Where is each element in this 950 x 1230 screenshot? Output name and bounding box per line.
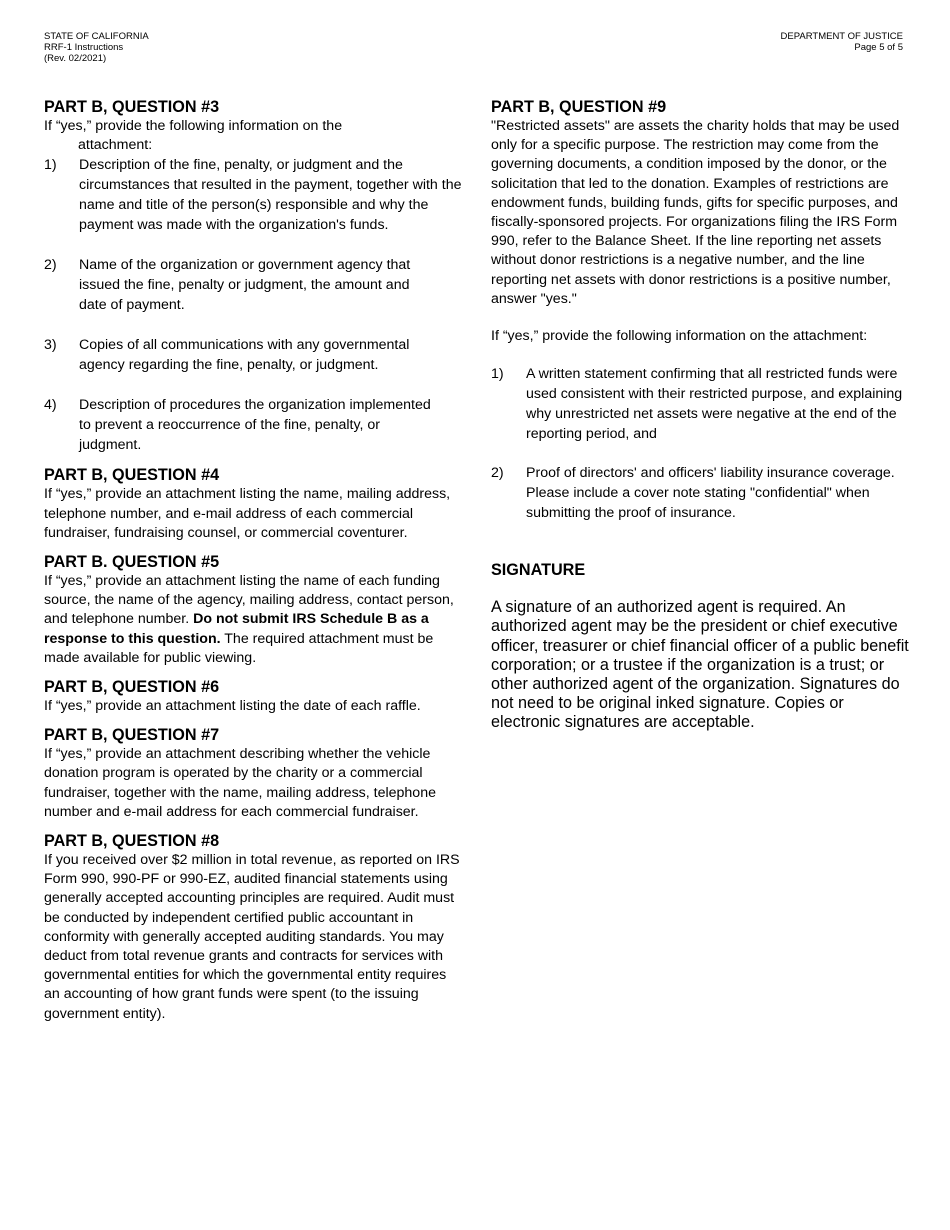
header-form: RRF-1 Instructions — [44, 42, 124, 53]
section-heading: PART B, QUESTION #6 — [44, 678, 220, 697]
right-column — [491, 97, 909, 733]
section-intro: If “yes,” provide the following information on the attachment: — [44, 118, 343, 154]
section-text: If “yes,” provide an attachment listing the name of each funding source, the name of the agency, mailing address, contact person, and telephone number. Do not submit IRS Schedule B as a response to this question. The required attachment must be made available for public viewing. — [44, 573, 454, 666]
header-revision: (Rev. 02/2021) — [44, 53, 107, 64]
section-question-9 — [491, 97, 909, 523]
section-question-4 — [44, 465, 464, 543]
section-question-6 — [44, 677, 464, 716]
list-item: 3) Copies of all communications with any governmental agency regarding the fine, penalty, or judgment. — [44, 337, 410, 374]
section-heading: PART B. QUESTION #5 — [44, 553, 220, 572]
section-text: "Restricted assets" are assets the charity holds that may be used only for a specific purpose. The restriction may come from the governing documents, a condition imposed by the donor, or the solicitation that led to the donation. Examples of restrictions are endowment funds, building funds, gifts for specific purposes, and fiscally-sponsored projects. For organizations filing the IRS Form 990, refer to the Balance Sheet. If the line reporting net assets without donor restrictions is a negative number, and the line reporting net assets with donor restrictions is a positive number, answer "yes." — [491, 118, 900, 307]
section-question-7 — [44, 725, 464, 822]
section-heading: SIGNATURE — [491, 561, 586, 580]
section-text: A signature of an authorized agent is required. An authorized agent may be the president or chief executive officer, treasurer or chief financial officer of a public benefit corporation; or a trustee if the organization is a trust; or other authorized agent of the organization. Signatures do not need to be original inked signature. Copies or electronic signatures are acceptable. — [491, 598, 909, 732]
list-item: 2) Proof of directors' and officers' liability insurance coverage. Please include a cover note stating "confidential" when submitting the proof of insurance. — [491, 465, 895, 522]
list-item: 1) Description of the fine, penalty, or judgment and the circumstances that resulted in the payment, together with the name and title of the person(s) responsible and why the payment was made with the organization's funds. — [44, 157, 462, 234]
section-signature — [491, 560, 909, 732]
list-item: 1) A written statement confirming that all restricted funds were used consistent with their restricted purpose, and explaining why unrestricted net assets were negative at the end of the reporting period, and — [491, 366, 903, 443]
section-question-5 — [44, 552, 464, 668]
section-text: If “yes,” provide an attachment describing whether the vehicle donation program is operated by the charity or a commercial fundraiser, together with the name, mailing address, telephone number and e-mail address for each commercial fundraiser. — [44, 746, 436, 820]
section-heading: PART B, QUESTION #3 — [44, 98, 220, 116]
section-heading: PART B, QUESTION #9 — [491, 98, 667, 116]
section-text: If “yes,” provide an attachment listing the name, mailing address, telephone number, and e-mail address of each commercial fundraiser, fundraising counsel, or commercial coventurer. — [44, 486, 451, 541]
emphasis-text: Do not submit IRS Schedule B as a response to this question. — [44, 611, 429, 647]
header-left — [44, 31, 149, 64]
header-state: STATE OF CALIFORNIA — [44, 31, 149, 42]
section-text: If you received over $2 million in total revenue, as reported on IRS Form 990, 990-PF or 990-EZ, audited financial statements using generally accepted accounting principles are required. Audit must be conducted by independent certified public accountant in conformity with generally accepted auditing standards. You may deduct from total revenue grants and contracts for services with governmental entities for which the governmental entity requires an accounting of how grant funds were spent (to the issuing government entity). — [44, 852, 460, 1022]
header-right — [781, 31, 903, 53]
instruction-list — [491, 364, 909, 523]
section-heading: PART B, QUESTION #8 — [44, 832, 220, 851]
header-page-number: Page 5 of 5 — [854, 42, 903, 53]
section-heading: PART B, QUESTION #7 — [44, 726, 220, 745]
section-text: If “yes,” provide an attachment listing the date of each raffle. — [44, 698, 421, 715]
section-heading: PART B, QUESTION #4 — [44, 466, 220, 485]
list-item: 4) Description of procedures the organization implemented to prevent a reoccurrence of the fine, penalty, or judgment. — [44, 397, 431, 454]
section-question-8 — [44, 831, 464, 1024]
section-question-3 — [44, 97, 464, 455]
header-department: DEPARTMENT OF JUSTICE — [780, 31, 903, 42]
left-column — [44, 97, 464, 1024]
instruction-list — [44, 155, 464, 455]
list-item: 2) Name of the organization or government agency that issued the fine, penalty or judgment, the amount and date of payment. — [44, 257, 411, 314]
section-intro: If “yes,” provide the following information on the attachment: — [491, 328, 868, 345]
